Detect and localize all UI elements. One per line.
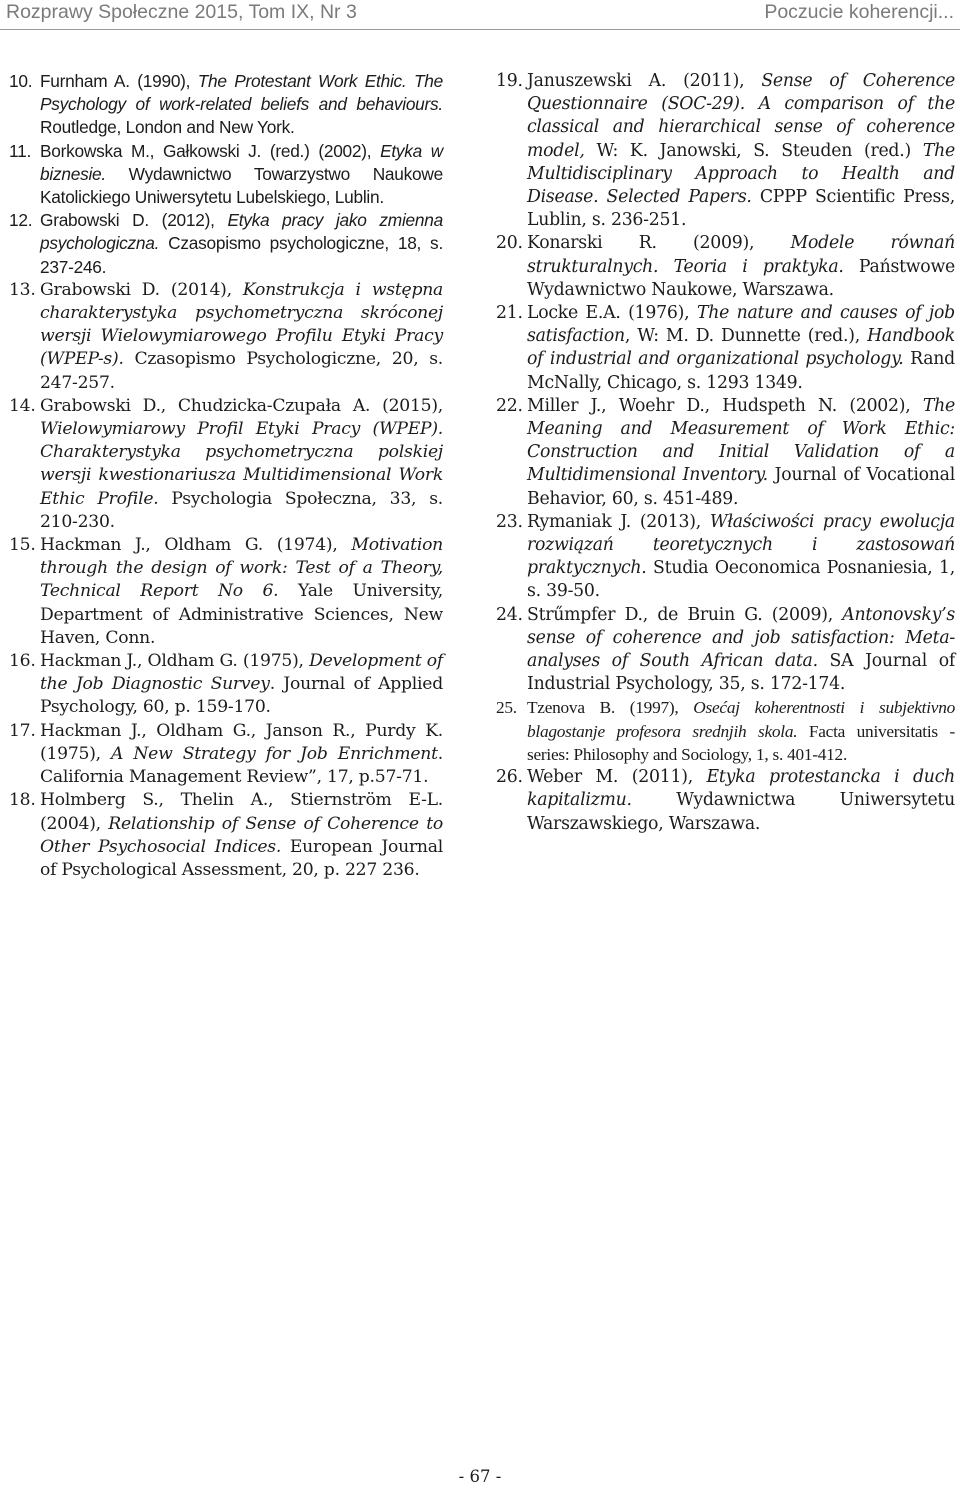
reference-text: Facta universitatis - series: Philosophy and Sociology, 1, s. 401-412.	[527, 721, 955, 764]
reference-number: 17.	[9, 720, 36, 741]
article-short-title: Poczucie koherencji...	[764, 1, 954, 23]
reference-text: . California Management Review”, 17, p.57-71.	[40, 743, 443, 788]
reference-text: Grabowski D. (2014),	[40, 279, 243, 300]
reference-title: Relationship of Sense of Coherence to Other Psychosocial Indices.	[40, 813, 443, 857]
reference-text: Strűmpfer D., de Bruin G. (2009),	[527, 604, 843, 625]
reference-text: Rand McNally, Chicago, s. 1293 1349.	[527, 349, 955, 393]
journal-title: Rozprawy Społeczne 2015, Tom IX, Nr 3	[6, 1, 357, 23]
reference-number: 16.	[9, 651, 36, 672]
reference-title: The Meaning and Measurement of Work Ethic: Construction and Initial Validation of a Multidimensional Inventory.	[527, 395, 955, 486]
reference-title: A New Strategy for Job Enrichment	[111, 743, 438, 764]
header-divider	[0, 29, 960, 30]
reference-text: Weber M. (2011),	[527, 767, 707, 788]
reference-entry	[9, 395, 443, 534]
reference-text: Tzenova B. (1997),	[527, 698, 694, 718]
reference-text: Czasopismo psychologiczne, 18, s. 237-246.	[40, 233, 443, 277]
reference-text: Yale University, Department of Administrative Sciences, New Haven, Conn.	[40, 581, 443, 648]
reference-title: Etyka pracy jako zmienna psychologiczna.	[40, 210, 443, 254]
reference-number: 13.	[9, 279, 36, 300]
reference-title: Etyka protestancka i duch kapitalizmu.	[527, 767, 955, 811]
reference-text: Wydawnictwo Towarzystwo Naukowe Katolickiego Uniwersytetu Lubelskiego, Lublin.	[40, 163, 443, 208]
reference-text: Konarski R. (2009),	[527, 233, 791, 254]
reference-text: CPPP Scientific Press, Lublin, s. 236-251.	[527, 187, 956, 231]
reference-text: Czasopismo Psychologiczne, 20, s. 247-257.	[40, 349, 443, 393]
reference-text: Hackman J., Oldham G. (1974),	[40, 535, 352, 556]
references-right-column	[496, 70, 955, 836]
page-number: - 67 -	[458, 1467, 502, 1486]
reference-entry	[9, 720, 443, 790]
reference-number: 19.	[496, 71, 523, 91]
reference-title: Handbook of industrial and organizational psychology.	[527, 326, 955, 370]
reference-number: 14.	[9, 395, 36, 416]
reference-entry	[9, 534, 443, 650]
reference-title: Konstrukcja i wstępna charakterystyka psychometryczna skróconej wersji Wielowymiarowego Profilu Etyki Pracy (WPEP-s).	[40, 279, 444, 370]
reference-text: Routledge, London and New York.	[40, 117, 295, 138]
reference-title: Etyka w biznesie.	[40, 140, 443, 184]
reference-text: Locke E.A. (1976),	[527, 303, 697, 324]
reference-number: 10.	[9, 71, 33, 91]
reference-text: Journal of Vocational Behavior, 60, s. 451-489.	[527, 465, 956, 509]
reference-text: Psychologia Społeczna, 33, s. 210-230.	[40, 488, 443, 532]
reference-text: , W: M. D. Dunnette (red.),	[624, 326, 868, 347]
reference-entry	[9, 140, 443, 210]
reference-title: The nature and causes of job satisfaction	[527, 303, 955, 347]
reference-text: Wydawnictwa Uniwersytetu Warszawskiego, Warszawa.	[527, 790, 955, 834]
reference-entry	[9, 70, 443, 140]
reference-number: 12.	[9, 210, 33, 231]
reference-number: 26.	[496, 767, 523, 788]
reference-title: Modele równań strukturalnych. Teoria i praktyka.	[527, 233, 955, 277]
reference-text: Holmberg S., Thelin A., Stiernström E-L. (2004),	[40, 790, 443, 834]
reference-text: Grabowski D., Chudzicka-Czupała A. (2015),	[40, 395, 443, 416]
reference-number: 24.	[496, 604, 523, 625]
reference-number: 22.	[496, 395, 523, 416]
reference-title: Właściwości pracy ewolucja rozwiązań teoretycznych i zastosowań praktycznych.	[527, 511, 955, 579]
reference-entry	[9, 279, 443, 395]
reference-title: The Protestant Work Ethic. The Psychology of work-related beliefs and behaviours.	[40, 71, 443, 115]
reference-text: . Journal of Applied Psychology, 60, p. 159-170.	[40, 674, 443, 718]
reference-entry	[496, 302, 955, 395]
reference-title: The Multidisciplinary Approach to Health and Disease. Selected Papers.	[527, 140, 955, 208]
reference-text: Hackman J., Oldham G., Janson R., Purdy K. (1975),	[40, 720, 443, 764]
reference-entry	[496, 766, 955, 836]
reference-entry	[496, 395, 955, 511]
reference-number: 23.	[496, 511, 523, 532]
reference-number: 20.	[496, 233, 523, 254]
reference-title: Motivation through the design of work: Test of a Theory, Technical Report No 6.	[40, 535, 443, 602]
reference-text: Furnham A. (1990),	[40, 71, 198, 91]
reference-text: Grabowski D. (2012),	[40, 210, 228, 231]
reference-text: Rymaniak J. (2013),	[527, 511, 710, 532]
reference-number: 25.	[496, 698, 517, 718]
reference-text: Państwowe Wydawnictwo Naukowe, Warszawa.	[527, 256, 955, 300]
references-left-column	[9, 70, 443, 882]
reference-entry	[9, 789, 443, 882]
reference-text: SA Journal of Industrial Psychology, 35, s. 172-174.	[527, 651, 955, 695]
reference-text: Studia Oeconomica Posnaniesia, 1, s. 39-50.	[527, 558, 955, 602]
reference-number: 15.	[9, 535, 36, 556]
reference-title: Wielowymiarowy Profil Etyki Pracy (WPEP). Charakterystyka psychometryczna polskiej wersji kwestionariusza Multidimensional Work Ethic Profile.	[40, 419, 443, 509]
reference-number: 21.	[496, 303, 523, 324]
reference-title: Development of the Job Diagnostic Survey	[40, 651, 443, 695]
reference-number: 11.	[9, 140, 31, 161]
reference-title: Antonovsky’s sense of coherence and job satisfaction: Meta-analyses of South African data.	[527, 604, 955, 672]
reference-text: Januszewski A. (2011),	[527, 71, 762, 91]
reference-entry	[496, 70, 955, 232]
reference-number: 18.	[9, 790, 36, 811]
reference-entry	[9, 650, 443, 720]
reference-entry	[496, 511, 955, 604]
reference-text: Miller J., Woehr D., Hudspeth N. (2002),	[527, 395, 923, 416]
reference-text: European Journal of Psychological Assessment, 20, p. 227 236.	[40, 836, 443, 880]
running-header	[0, 0, 960, 30]
reference-text: W: K. Janowski, S. Steuden (red.)	[584, 140, 923, 161]
reference-entry	[496, 232, 955, 302]
reference-title: Sense of Coherence Questionnaire (SOC-29). A comparison of the classical and hierarchical sense of coherence model,	[527, 71, 955, 161]
reference-text: Borkowska M., Gałkowski J. (red.) (2002),	[40, 140, 381, 161]
reference-text: Hackman J., Oldham G. (1975),	[40, 651, 310, 672]
reference-title: Osećaj koherentnosti i subjektivno blagostanje profesora srednjih skola.	[527, 698, 955, 741]
reference-entry	[9, 209, 443, 279]
reference-entry	[496, 696, 955, 766]
reference-entry	[496, 604, 955, 697]
